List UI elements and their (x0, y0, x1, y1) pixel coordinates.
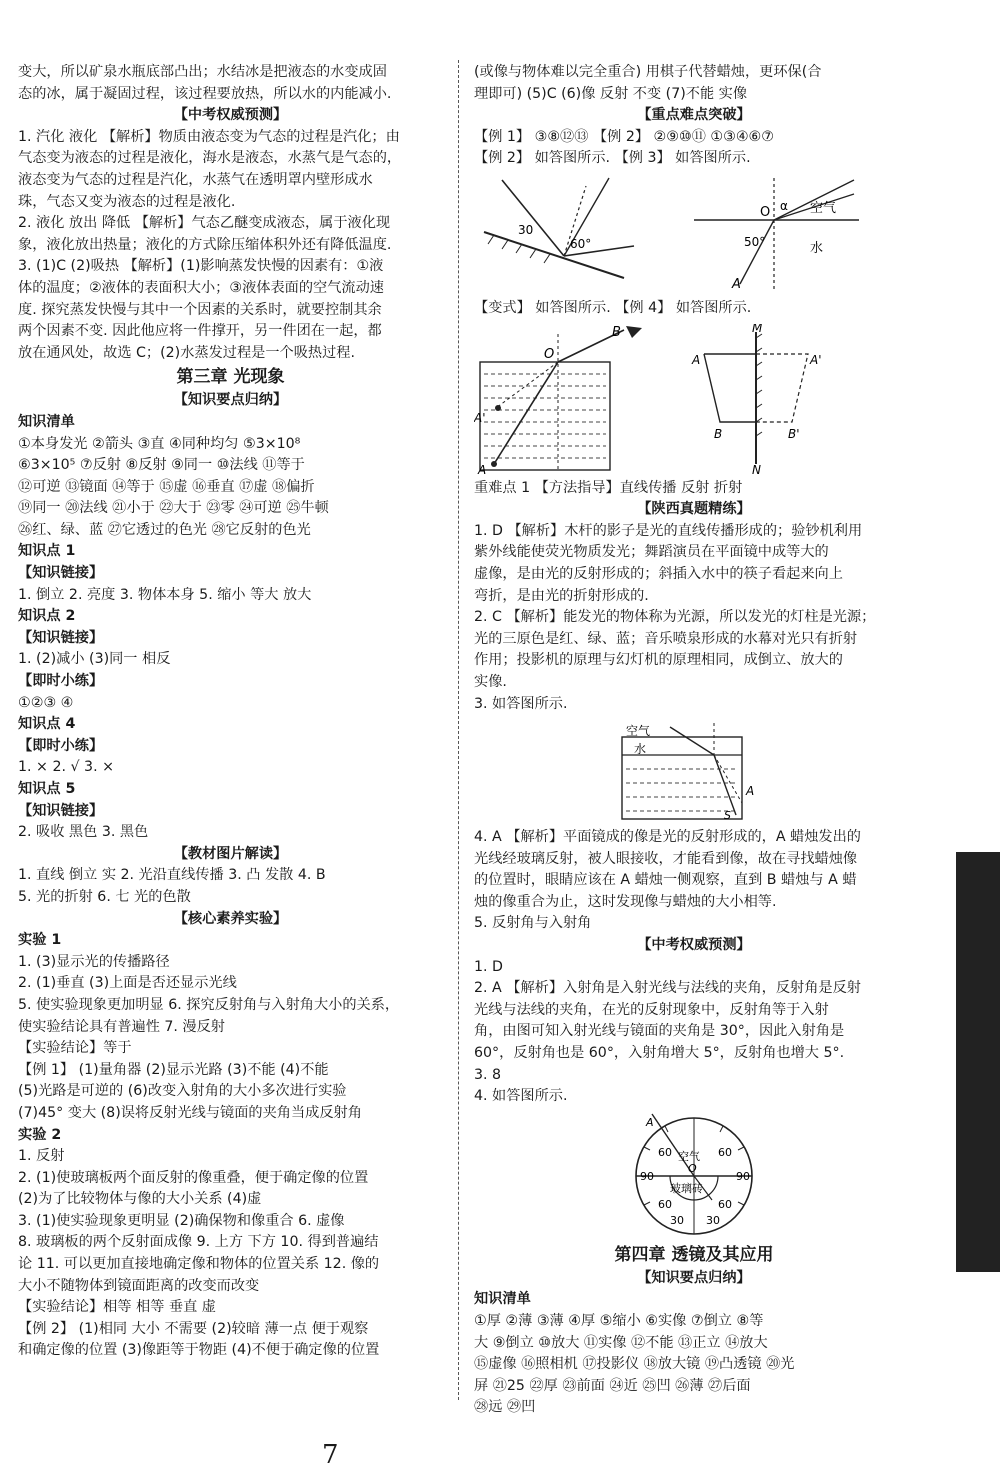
left_lines-line: 3. (1)使实验现象更明显 (2)确保物和像重合 6. 虚像 (18, 1212, 345, 1229)
left_lines-line: 1. × 2. √ 3. × (18, 759, 114, 776)
right_top-line: 【例 2】 如答图所示. 【例 3】 如答图所示. (474, 150, 751, 167)
right_mid3-line: 角，由图可知入射光线与镜面的夹角是 30°，因此入射角是 (474, 1023, 845, 1040)
left_lines-line: 【即时小练】 (18, 673, 104, 690)
left_lines-line: 5. 使实验现象更加明显 6. 探究反射角与入射角大小的关系， (18, 996, 400, 1013)
right_mid3-line: 光线与法线的夹角，在光的反射现象中，反射角等于入射 (474, 1001, 829, 1018)
water-label: 水 (810, 240, 824, 256)
page-number: 7 (322, 1440, 339, 1470)
left_lines-line: 【即时小练】 (18, 737, 104, 754)
left_lines-line: 1. (2)减小 (3)同一 相反 (18, 651, 171, 668)
left_lines-line: 使实验结论具有普遍性 7. 漫反射 (18, 1018, 225, 1035)
tick-60-lr: 60 (718, 1197, 732, 1211)
plane-mirror-diagram (684, 324, 834, 474)
left_lines-line: 3. (1)C (2)吸热 【解析】(1)影响蒸发快慢的因素有：①液 (18, 258, 384, 275)
tick-90-l: 90 (640, 1169, 654, 1183)
left_lines-line: 【例 2】 (1)相同 大小 不需要 (2)较暗 薄一点 便于观察 (18, 1320, 369, 1337)
right_mid3-line: 60°，反射角也是 60°，入射角增大 5°，反射角也增大 5°. (474, 1045, 845, 1062)
right_bottom-line: ㉘远 ㉙凹 (474, 1399, 536, 1416)
right_bottom-line: 第四章 透镜及其应用 (614, 1244, 774, 1265)
left_lines-line: 2. 液化 放出 降低 【解析】气态乙醚变成液态，属于液化现 (18, 215, 391, 232)
left_lines-line: 2. (1)垂直 (3)上面是否还显示光线 (18, 975, 237, 992)
right_mid3-line: 【中考权威预测】 (637, 937, 751, 954)
figure-row-2 (474, 320, 914, 478)
fig-A1-label: A' (474, 410, 486, 425)
left_lines-line: ⑲同一 ⑳法线 ㉑小于 ㉒大于 ㉓零 ㉔可逆 ㉕牛顿 (18, 500, 329, 517)
right_mid2-line: 弯折，是由光的折射形成的. (474, 587, 649, 604)
right_mid2-line: 紫外线能使荧光物质发光；舞蹈演员在平面镜中成等大的 (474, 544, 829, 561)
protractor-O-label: O (688, 1161, 697, 1175)
right-mid2-text (474, 478, 914, 716)
right_mid2-line: 重难点 1 【方法指导】直线传播 反射 折射 (474, 479, 743, 496)
left_lines-line: 【知识链接】 (18, 565, 104, 582)
right_bottom-line: 【知识要点归纳】 (637, 1269, 751, 1286)
right_mid3-line: 的位置时，眼睛应该在 A 蜡烛一侧观察，直到 B 蜡烛与 A 蜡 (474, 872, 857, 889)
point-A-label: A (732, 276, 741, 292)
left_lines-line: (5)光路是可逆的 (6)改变入射角的大小多次进行实验 (18, 1083, 347, 1100)
right_mid3-line: 4. 如答图所示. (474, 1088, 568, 1105)
left_lines-line: 1. 汽化 液化 【解析】物质由液态变为气态的过程是汽化；由 (18, 128, 400, 145)
fig-O-label: O (544, 346, 555, 362)
tick-60-ll: 60 (658, 1197, 672, 1211)
air-label: 空气 (810, 200, 837, 216)
tick-90-r: 90 (736, 1169, 750, 1183)
protractor-diagram (474, 1112, 914, 1238)
left_lines-line: 5. 光的折射 6. 七 光的色散 (18, 888, 191, 905)
right_mid3-line: 5. 反射角与入射角 (474, 915, 592, 932)
fig-mirror-A-label: A (692, 352, 701, 367)
right-mid3-text (474, 827, 914, 1108)
left_lines-line: 【知识链接】 (18, 629, 104, 646)
refraction-tank-diagram (474, 324, 654, 474)
right_mid2-line: 3. 如答图所示. (474, 695, 568, 712)
container-S-label: S (724, 809, 731, 823)
left_lines-line: 1. 反射 (18, 1148, 65, 1165)
left_lines-line: 度. 探究蒸发快慢与其中一个因素的关系时，就要控制其余 (18, 301, 382, 318)
fig-B-label: B (612, 324, 621, 340)
right-top-text (474, 62, 914, 170)
right_mid3-line: 烛的像重合为止，这时发现像与蜡烛的大小相等. (474, 893, 777, 910)
left_lines-line: 8. 玻璃板的两个反射面成像 9. 上方 下方 10. 得到普遍结 (18, 1234, 379, 1251)
left_lines-line: 实验 1 (18, 932, 62, 949)
point-O-label: O (760, 204, 771, 220)
left_lines-line: 知识点 2 (18, 608, 76, 625)
left_lines-line: 实验 2 (18, 1126, 62, 1143)
right_top-line: 【重点难点突破】 (637, 107, 751, 124)
left_lines-line: ①②③ ④ (18, 694, 74, 711)
right_mid3-line: 2. A 【解析】入射角是入射光线与法线的夹角，反射角是反射 (474, 980, 861, 997)
left_lines-line: 放在通风处，故选 C；(2)水蒸发过程是一个吸热过程. (18, 344, 355, 361)
fig-N-label: N (752, 462, 761, 474)
reflection-diagram-example-2 (474, 174, 644, 284)
right_top-line: (或像与物体难以完全重合) 用棋子代替蜡烛，更环保(合 (474, 64, 822, 80)
left_lines-line: 2. 吸收 黑色 3. 黑色 (18, 824, 149, 841)
left_lines-line: 气态变为液态的过程是液化，海水是液态，水蒸气是气态的， (18, 150, 402, 167)
container-water-label: 水 (634, 742, 647, 757)
left_lines-line: 第三章 光现象 (176, 367, 285, 388)
left_lines-line: 大小不随物体到镜面距离的改变而改变 (18, 1277, 260, 1294)
left_lines-line: ⑫可逆 ⑬镜面 ⑭等于 ⑮虚 ⑯垂直 ⑰虚 ⑱偏折 (18, 478, 315, 495)
page-edge-tab (956, 852, 1000, 1272)
right_bottom-line: 知识清单 (474, 1291, 531, 1308)
left_lines-line: 1. 倒立 2. 亮度 3. 物体本身 5. 缩小 等大 放大 (18, 586, 312, 603)
left_lines-line: 液态变为气态的过程是汽化，水蒸气在透明罩内壁形成水 (18, 171, 373, 188)
right_mid3-line: 1. D (474, 958, 503, 975)
alpha-label: α (780, 198, 788, 213)
left_lines-line: 【中考权威预测】 (173, 107, 288, 124)
right-mid1-text (474, 298, 914, 320)
left_lines-line: 态的冰，属于凝固过程，该过程要放热，所以水的内能减小. (18, 85, 392, 102)
left_lines-line: ①本身发光 ②箭头 ③直 ④同种均匀 ⑤3×10⁸ (18, 435, 301, 452)
right_mid1-line: 【变式】 如答图所示. 【例 4】 如答图所示. (474, 299, 752, 316)
left_lines-line: (7)45° 变大 (8)误将反射光线与镜面的夹角当成反射角 (18, 1104, 362, 1121)
tick-30-bl: 30 (670, 1213, 684, 1227)
tick-60-ur: 60 (718, 1145, 732, 1159)
figure-row-1 (474, 170, 914, 298)
left_lines-line: 2. (1)使玻璃板两个面反射的像重叠，便于确定像的位置 (18, 1169, 369, 1186)
right_mid2-line: 作用；投影机的原理与幻灯机的原理相同，成倒立、放大的 (474, 652, 843, 669)
left_lines-line: 和确定像的位置 (3)像距等于物距 (4)不便于确定像的位置 (18, 1342, 380, 1359)
left_lines-line: 象，液化放出热量；液化的方式除压缩体积外还有降低温度. (18, 236, 392, 253)
angle-label-30: 30 (518, 222, 534, 237)
left_lines-line: 【核心素养实验】 (173, 910, 288, 927)
left_lines-line: 【教材图片解读】 (173, 845, 288, 862)
protractor-glass-label: 玻璃砖 (670, 1181, 703, 1195)
right_mid2-line: 1. D 【解析】木杆的影子是光的直线传播形成的；验钞机利用 (474, 522, 863, 539)
left_lines-line: 知识点 4 (18, 716, 76, 733)
container-A-label: A (746, 784, 755, 799)
right_mid3-line: 光线经玻璃反射，被人眼接收，才能看到像，故在寻找蜡烛像 (474, 850, 858, 867)
right_mid2-line: 虚像，是由光的反射形成的；斜插入水中的筷子看起来向上 (474, 565, 843, 582)
right_mid3-line: 4. A 【解析】平面镜成的像是光的反射形成的，A 蜡烛发出的 (474, 829, 861, 846)
left_lines-line: 【知识要点归纳】 (173, 392, 288, 409)
right_bottom-line: 大 ⑨倒立 ⑩放大 ⑪实像 ⑫不能 ⑬正立 ⑭放大 (474, 1334, 768, 1351)
right-bottom-text (474, 1242, 914, 1419)
left_lines-line: 【实验结论】等于 (18, 1040, 132, 1057)
container-air-label: 空气 (626, 724, 651, 739)
left_lines-line: 1. (3)显示光的传播路径 (18, 953, 170, 970)
right_bottom-line: 屏 ㉑25 ㉒厚 ㉓前面 ㉔近 ㉕凹 ㉖薄 ㉗后面 (474, 1377, 751, 1394)
angle-label-60: 60° (570, 236, 592, 251)
tick-60-ul: 60 (658, 1145, 672, 1159)
right-column (474, 62, 914, 1419)
angle-label-50: 50° (744, 234, 766, 249)
left_lines-line: 知识点 5 (18, 781, 76, 797)
fig-M-label: M (752, 323, 763, 335)
right_mid2-line: 2. C 【解析】能发光的物体称为光源，所以发光的灯柱是光源； (474, 609, 876, 626)
left_lines-line: 知识点 1 (18, 543, 76, 560)
left_lines-line: ㉖红、绿、蓝 ㉗它透过的色光 ㉘它反射的色光 (18, 521, 311, 538)
left_lines-line: 【知识链接】 (18, 802, 104, 819)
left_lines-line: (2)为了比较物体与像的大小关系 (4)虚 (18, 1191, 262, 1208)
fig-mirror-A1-label: A' (810, 352, 822, 367)
left-column (18, 62, 443, 1362)
left_lines-line: 两个因素不变. 因此他应将一件撑开，另一件团在一起，都 (18, 323, 382, 340)
left_lines-line: 1. 直线 倒立 实 2. 光沿直线传播 3. 凸 发散 4. B (18, 867, 326, 884)
left_lines-line: 【实验结论】相等 相等 垂直 虚 (18, 1299, 216, 1316)
tick-30-br: 30 (706, 1213, 720, 1227)
left_lines-line: 变大，所以矿泉水瓶底部凸出；水结冰是把液态的水变成固 (18, 64, 387, 80)
left_lines-line: ⑥3×10⁵ ⑦反射 ⑧反射 ⑨同一 ⑩法线 ⑪等于 (18, 457, 305, 474)
right_top-line: 理即可) (5)C (6)像 反射 不变 (7)不能 实像 (474, 85, 748, 102)
right_mid3-line: 3. 8 (474, 1066, 502, 1083)
right_mid2-line: 【陕西真题精练】 (637, 501, 751, 518)
protractor-A-label: A (646, 1115, 654, 1129)
refraction-diagram-example-3 (674, 174, 864, 294)
left_lines-line: 知识清单 (18, 413, 75, 430)
right_bottom-line: ①厚 ②薄 ③薄 ④厚 ⑤缩小 ⑥实像 ⑦倒立 ⑧等 (474, 1313, 764, 1329)
left_lines-line: 【例 1】 (1)量角器 (2)显示光路 (3)不能 (4)不能 (18, 1061, 329, 1078)
protractor-air-label: 空气 (678, 1149, 700, 1163)
right_mid2-line: 实像. (474, 673, 507, 690)
left_lines-line: 体的温度；②液体的表面积大小；③液体表面的空气流动速 (18, 279, 384, 296)
water-container-diagram (474, 719, 914, 823)
column-divider (458, 60, 459, 1400)
left_lines-line: 珠，气态又变为液态的过程是液化. (18, 193, 236, 210)
right_top-line: 【例 1】 ③⑧⑫⑬ 【例 2】 ②⑨⑩⑪ ①③④⑥⑦ (474, 128, 774, 145)
fig-mirror-B-label: B (714, 426, 723, 441)
right_bottom-line: ⑮虚像 ⑯照相机 ⑰投影仪 ⑱放大镜 ⑲凸透镜 ⑳光 (474, 1356, 795, 1373)
left_lines-line: 论 11. 可以更加直接地确定像和物体的位置关系 12. 像的 (18, 1256, 380, 1273)
right_mid2-line: 光的三原色是红、绿、蓝；音乐喷泉形成的水幕对光只有折射 (474, 630, 858, 647)
fig-A-label: A (478, 462, 487, 474)
fig-mirror-B1-label: B' (788, 426, 800, 441)
